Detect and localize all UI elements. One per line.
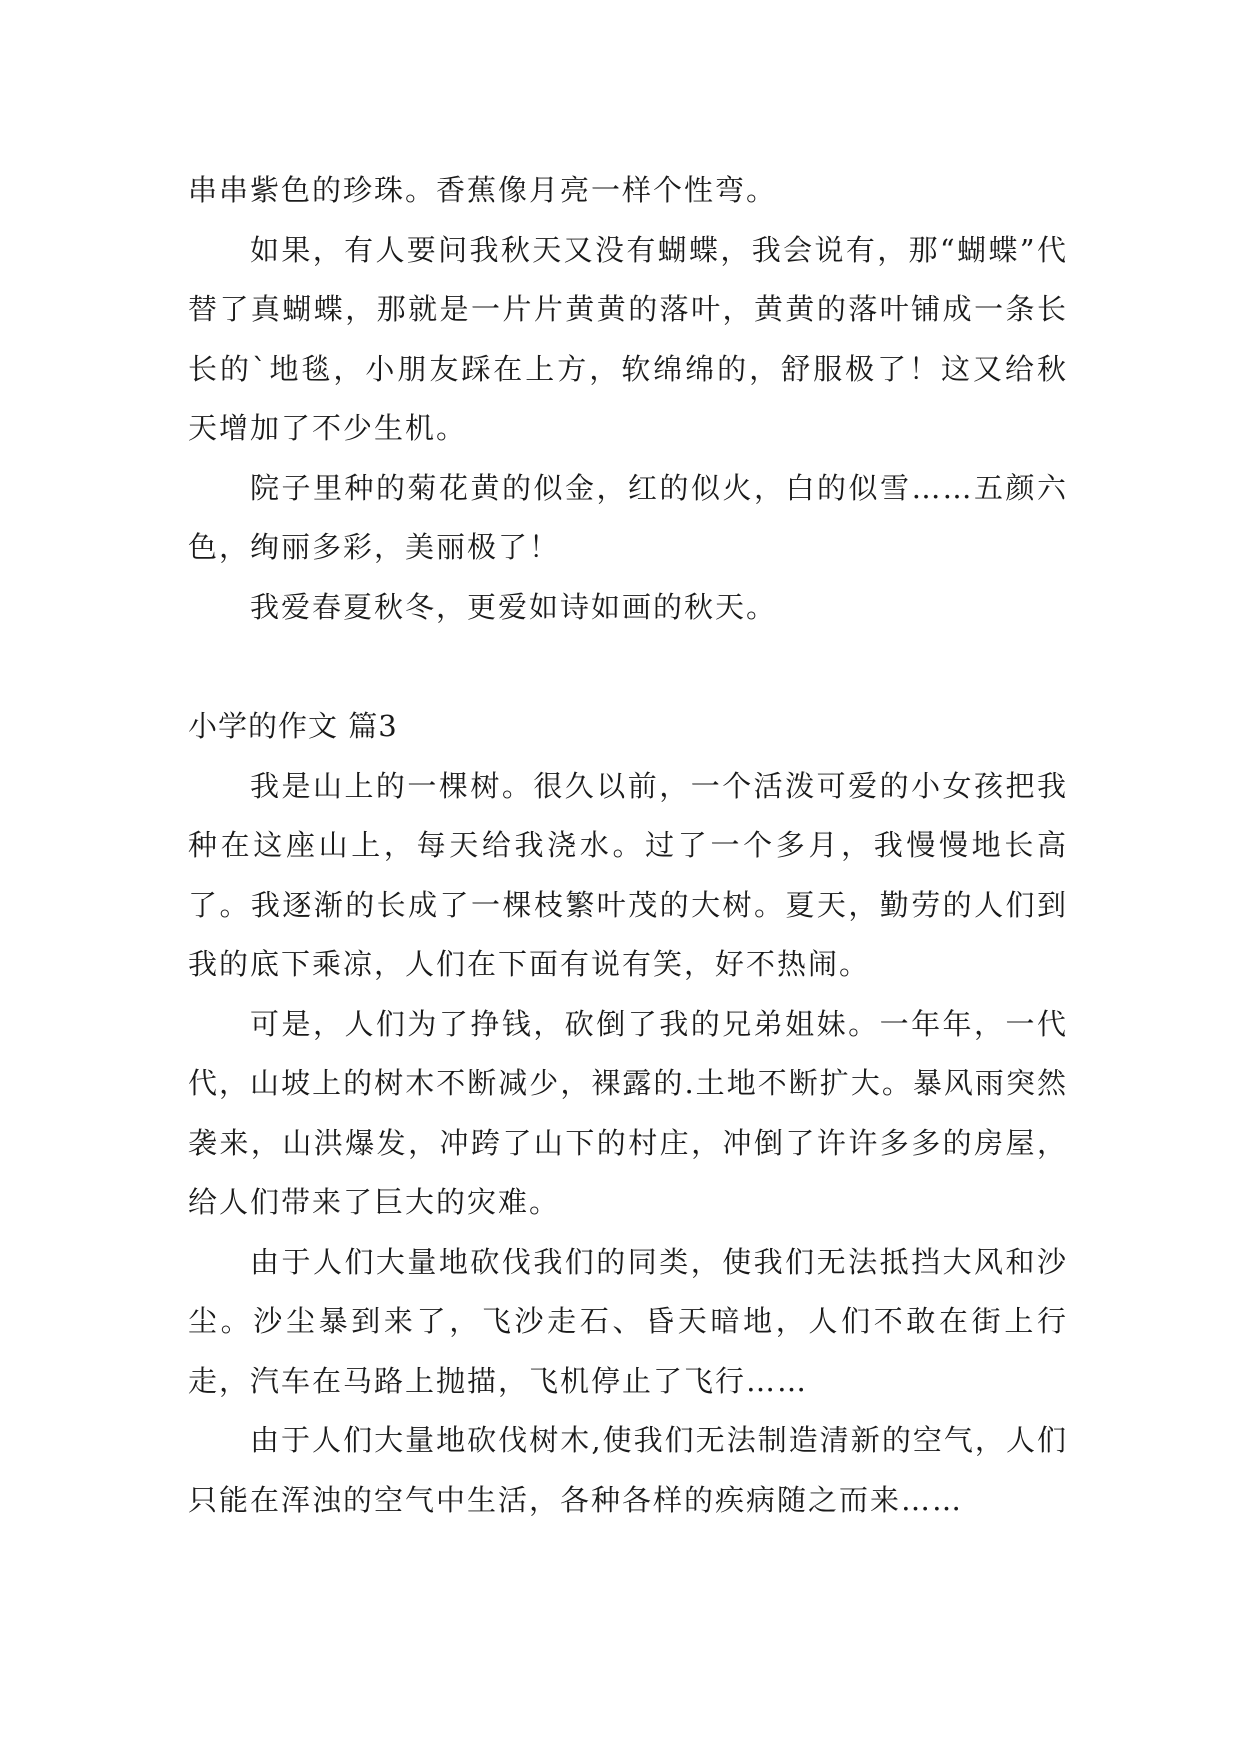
paragraph: 如果，有人要问我秋天又没有蝴蝶，我会说有，那“蝴蝶”代替了真蝴蝶，那就是一片片黄黄的落叶，黄黄的落叶铺成一条长长的`地毯，小朋友踩在上方，软绵绵的，舒服极了！这又给秋天增加了不少生机。: [188, 232, 1068, 445]
paragraph: 我爱春夏秋冬，更爱如诗如画的秋天。: [250, 589, 778, 624]
paragraph: 串串紫色的珍珠。香蕉像月亮一样个性弯。: [188, 173, 778, 207]
paragraph: 院子里种的菊花黄的似金，红的似火，白的似雪……五颜六色，绚丽多彩，美丽极了！: [188, 470, 1068, 564]
paragraph: 我是山上的一棵树。很久以前，一个活泼可爱的小女孩把我种在这座山上，每天给我浇水。过了一个多月，我慢慢地长高了。我逐渐的长成了一棵枝繁叶茂的大树。夏天，勤劳的人们到我的底下乘凉，人们在下面有说有笑，好不热闹。: [188, 768, 1068, 981]
document-body: [188, 161, 1068, 1530]
paragraph: 由于人们大量地砍伐我们的同类，使我们无法抵挡大风和沙尘。沙尘暴到来了，飞沙走石、昏天暗地，人们不敢在街上行走，汽车在马路上抛描，飞机停止了飞行……: [188, 1244, 1068, 1398]
section-heading: 小学的作文 篇3: [188, 709, 398, 743]
paragraph: 由于人们大量地砍伐树木,使我们无法制造清新的空气，人们只能在浑浊的空气中生活，各种各样的疾病随之而来……: [188, 1423, 1068, 1517]
paragraph: 可是，人们为了挣钱，砍倒了我的兄弟姐妹。一年年，一代代，山坡上的树木不断减少，裸露的.土地不断扩大。暴风雨突然袭来，山洪爆发，冲跨了山下的村庄，冲倒了许许多多的房屋，给人们带来了巨大的灾难。: [188, 1006, 1068, 1219]
